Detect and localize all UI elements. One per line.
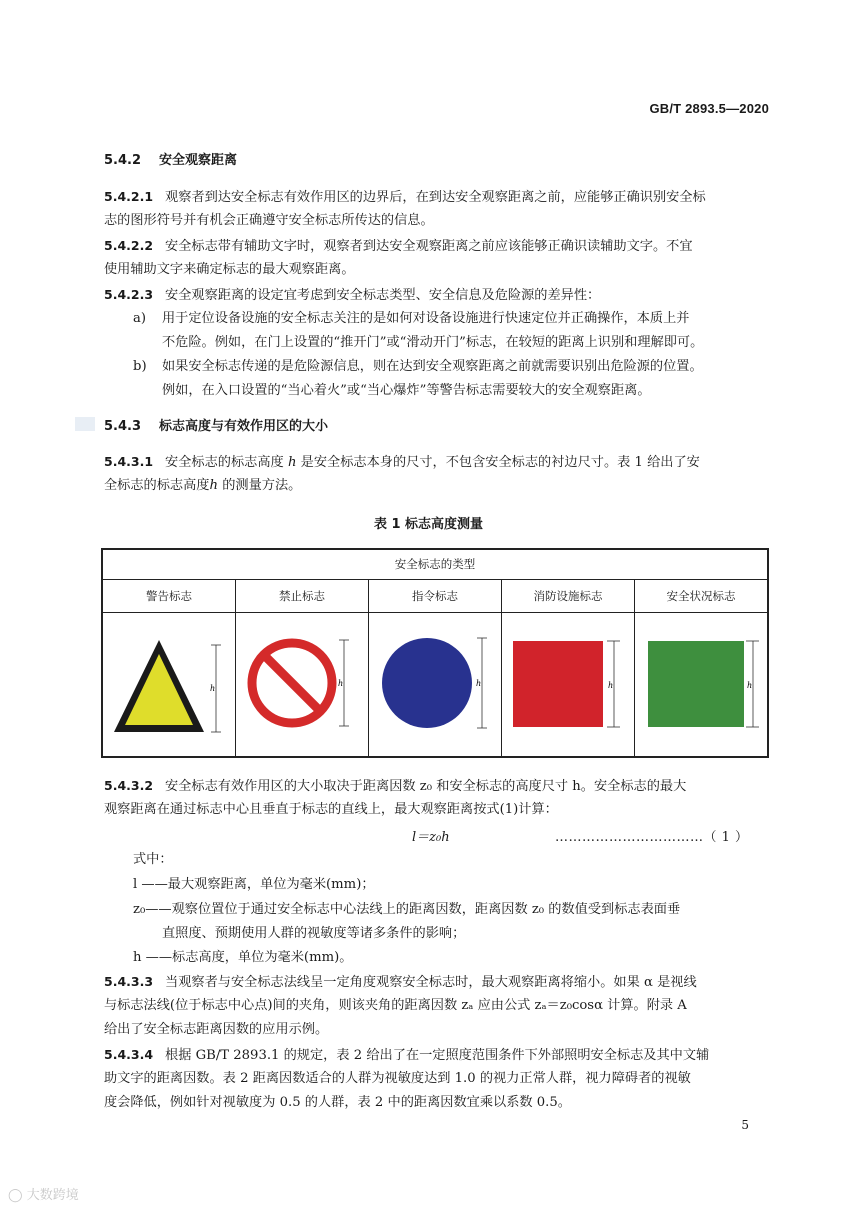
text: 观察者到达安全标志有效作用区的边界后，在到达安全观察距离之前，应能够正确识别安全标 bbox=[165, 190, 706, 205]
heading-title: 标志高度与有效作用区的大小 bbox=[159, 419, 329, 434]
clause-number: 5.4.3.3 bbox=[104, 974, 154, 989]
formula-number: ……………………………（ 1 ） bbox=[555, 830, 749, 845]
paragraph-line: 度会降低，例如针对视敏度为 0.5 的人群，表 2 中的距离因数宜乘以系数 0.5。 bbox=[104, 1095, 571, 1110]
definition-h: h ——标志高度，单位为毫米(mm)。 bbox=[133, 950, 353, 965]
paragraph-line: 使用辅助文字来确定标志的最大观察距离。 bbox=[104, 262, 355, 277]
definition-l: l ——最大观察距离，单位为毫米(mm)； bbox=[133, 877, 375, 892]
variable-h: h bbox=[287, 455, 297, 470]
list-label-a: a) bbox=[133, 311, 147, 326]
paragraph-line bbox=[104, 1046, 772, 1065]
sign-height-table bbox=[101, 548, 769, 758]
dimension-label: h bbox=[337, 678, 344, 688]
watermark bbox=[8, 1184, 79, 1203]
prohibition-sign-icon bbox=[237, 618, 367, 748]
table-cell-category: 禁止标志 bbox=[236, 579, 369, 612]
list-item-a-line2: 不危险。例如，在门上设置的“推开门”或“滑动开门”标志，在较短的距离上识别和理解即可。 bbox=[162, 335, 704, 350]
variable-h: h bbox=[209, 478, 218, 493]
text: 当观察者与安全标志法线呈一定角度观察安全标志时，最大观察距离将缩小。如果 α 是视线 bbox=[165, 975, 697, 990]
paragraph-line bbox=[104, 777, 772, 796]
text: 根据 GB/T 2893.1 的规定，表 2 给出了在一定照度范围条件下外部照明安全标志及其中文辅 bbox=[165, 1048, 710, 1063]
dimension-label: h bbox=[746, 680, 753, 690]
list-label-b: b) bbox=[133, 359, 147, 374]
formula: l＝z₀h bbox=[412, 830, 450, 845]
clause-number: 5.4.3.2 bbox=[104, 778, 154, 793]
paragraph-line: 观察距离在通过标志中心且垂直于标志的直线上，最大观察距离按式(1)计算： bbox=[104, 802, 558, 817]
paragraph-line bbox=[104, 973, 772, 992]
dimension-label: h bbox=[210, 683, 216, 693]
table-cell-category: 消防设施标志 bbox=[501, 579, 634, 612]
table-cell-category: 安全状况标志 bbox=[634, 579, 768, 612]
mandatory-circle-icon bbox=[370, 618, 500, 748]
standard-code: GB/T 2893.5—2020 bbox=[649, 101, 769, 116]
text: 的测量方法。 bbox=[222, 478, 302, 493]
fire-equipment-square-icon bbox=[503, 618, 633, 748]
dimension-label: h bbox=[475, 678, 482, 688]
clause-number: 5.4.3.4 bbox=[104, 1047, 154, 1062]
mandatory-sign-cell bbox=[368, 612, 501, 757]
paragraph-line bbox=[104, 237, 772, 256]
definition-z0-line2: 直照度、预期使用人群的视敏度等诸多条件的影响； bbox=[162, 926, 466, 941]
safe-condition-square-icon bbox=[636, 618, 766, 748]
list-item-b-line2: 例如，在入口设置的“当心着火”或“当心爆炸”等警告标志需要较大的安全观察距离。 bbox=[162, 383, 651, 398]
clause-number: 5.4.2.3 bbox=[104, 287, 154, 302]
list-item-a-line1: 用于定位设备设施的安全标志关注的是如何对设备设施进行快速定位并正确操作，本质上并 bbox=[162, 311, 690, 326]
table-cell-category: 警告标志 bbox=[102, 579, 236, 612]
clause-number: 5.4.2.2 bbox=[104, 238, 154, 253]
text: 安全标志的标志高度 bbox=[165, 455, 284, 470]
paragraph-line: 助文字的距离因数。表 2 距离因数适合的人群为视敏度达到 1.0 的视力正常人群，视力障碍者的视敏 bbox=[104, 1071, 691, 1086]
text: 安全标志带有辅助文字时，观察者到达安全观察距离之前应该能够正确识读辅助文字。不宜 bbox=[165, 239, 693, 254]
text: 安全标志有效作用区的大小取决于距离因数 z₀ 和安全标志的高度尺寸 h。安全标志的最大 bbox=[165, 779, 687, 794]
dimension-label: h bbox=[607, 680, 614, 690]
section-heading-543 bbox=[104, 418, 772, 436]
text: 安全观察距离的设定宜考虑到安全标志类型、安全信息及危险源的差异性： bbox=[165, 288, 601, 303]
heading-title: 安全观察距离 bbox=[159, 153, 238, 168]
paragraph-line bbox=[104, 477, 772, 495]
section-heading-542 bbox=[104, 152, 772, 170]
page-number: 5 bbox=[741, 1118, 749, 1132]
definition-z0-line1: z₀——观察位置位于通过安全标志中心法线上的距离因数，距离因数 z₀ 的数值受到标志表面垂 bbox=[133, 902, 681, 917]
warning-triangle-icon bbox=[104, 618, 234, 748]
table-header: 安全标志的类型 bbox=[102, 549, 768, 579]
paragraph-line: 与标志法线(位于标志中心点)间的夹角，则该夹角的距离因数 zₐ 应由公式 zₐ＝z₀cosα 计算。附录 A bbox=[104, 998, 687, 1013]
where-label: 式中： bbox=[133, 852, 173, 867]
margin-watermark-icon bbox=[75, 417, 95, 431]
table-caption: 表 1 标志高度测量 bbox=[373, 517, 484, 532]
paragraph-line: 志的图形符号并有机会正确遵守安全标志所传达的信息。 bbox=[104, 213, 434, 228]
prohibition-sign-cell bbox=[236, 612, 369, 757]
heading-number: 5.4.3 bbox=[104, 419, 142, 434]
paragraph-line bbox=[104, 188, 772, 207]
heading-number: 5.4.2 bbox=[104, 153, 142, 168]
warning-sign-cell bbox=[102, 612, 236, 757]
watermark-text: 大数跨境 bbox=[26, 1188, 79, 1203]
clause-number: 5.4.2.1 bbox=[104, 189, 154, 204]
watermark-logo-icon: ◯ bbox=[8, 1188, 23, 1203]
text: 是安全标志本身的尺寸，不包含安全标志的衬边尺寸。表 1 给出了安 bbox=[300, 455, 700, 470]
list-item-b-line1: 如果安全标志传递的是危险源信息，则在达到安全观察距离之前就需要识别出危险源的位置。 bbox=[162, 359, 703, 374]
paragraph-line bbox=[104, 286, 772, 305]
clause-number: 5.4.3.1 bbox=[104, 454, 154, 469]
safe-sign-cell bbox=[634, 612, 768, 757]
text: 全标志的标志高度 bbox=[104, 478, 210, 493]
table-cell-category: 指令标志 bbox=[368, 579, 501, 612]
paragraph-line: 给出了安全标志距离因数的应用示例。 bbox=[104, 1022, 329, 1037]
fire-sign-cell bbox=[501, 612, 634, 757]
paragraph-line bbox=[104, 453, 772, 472]
